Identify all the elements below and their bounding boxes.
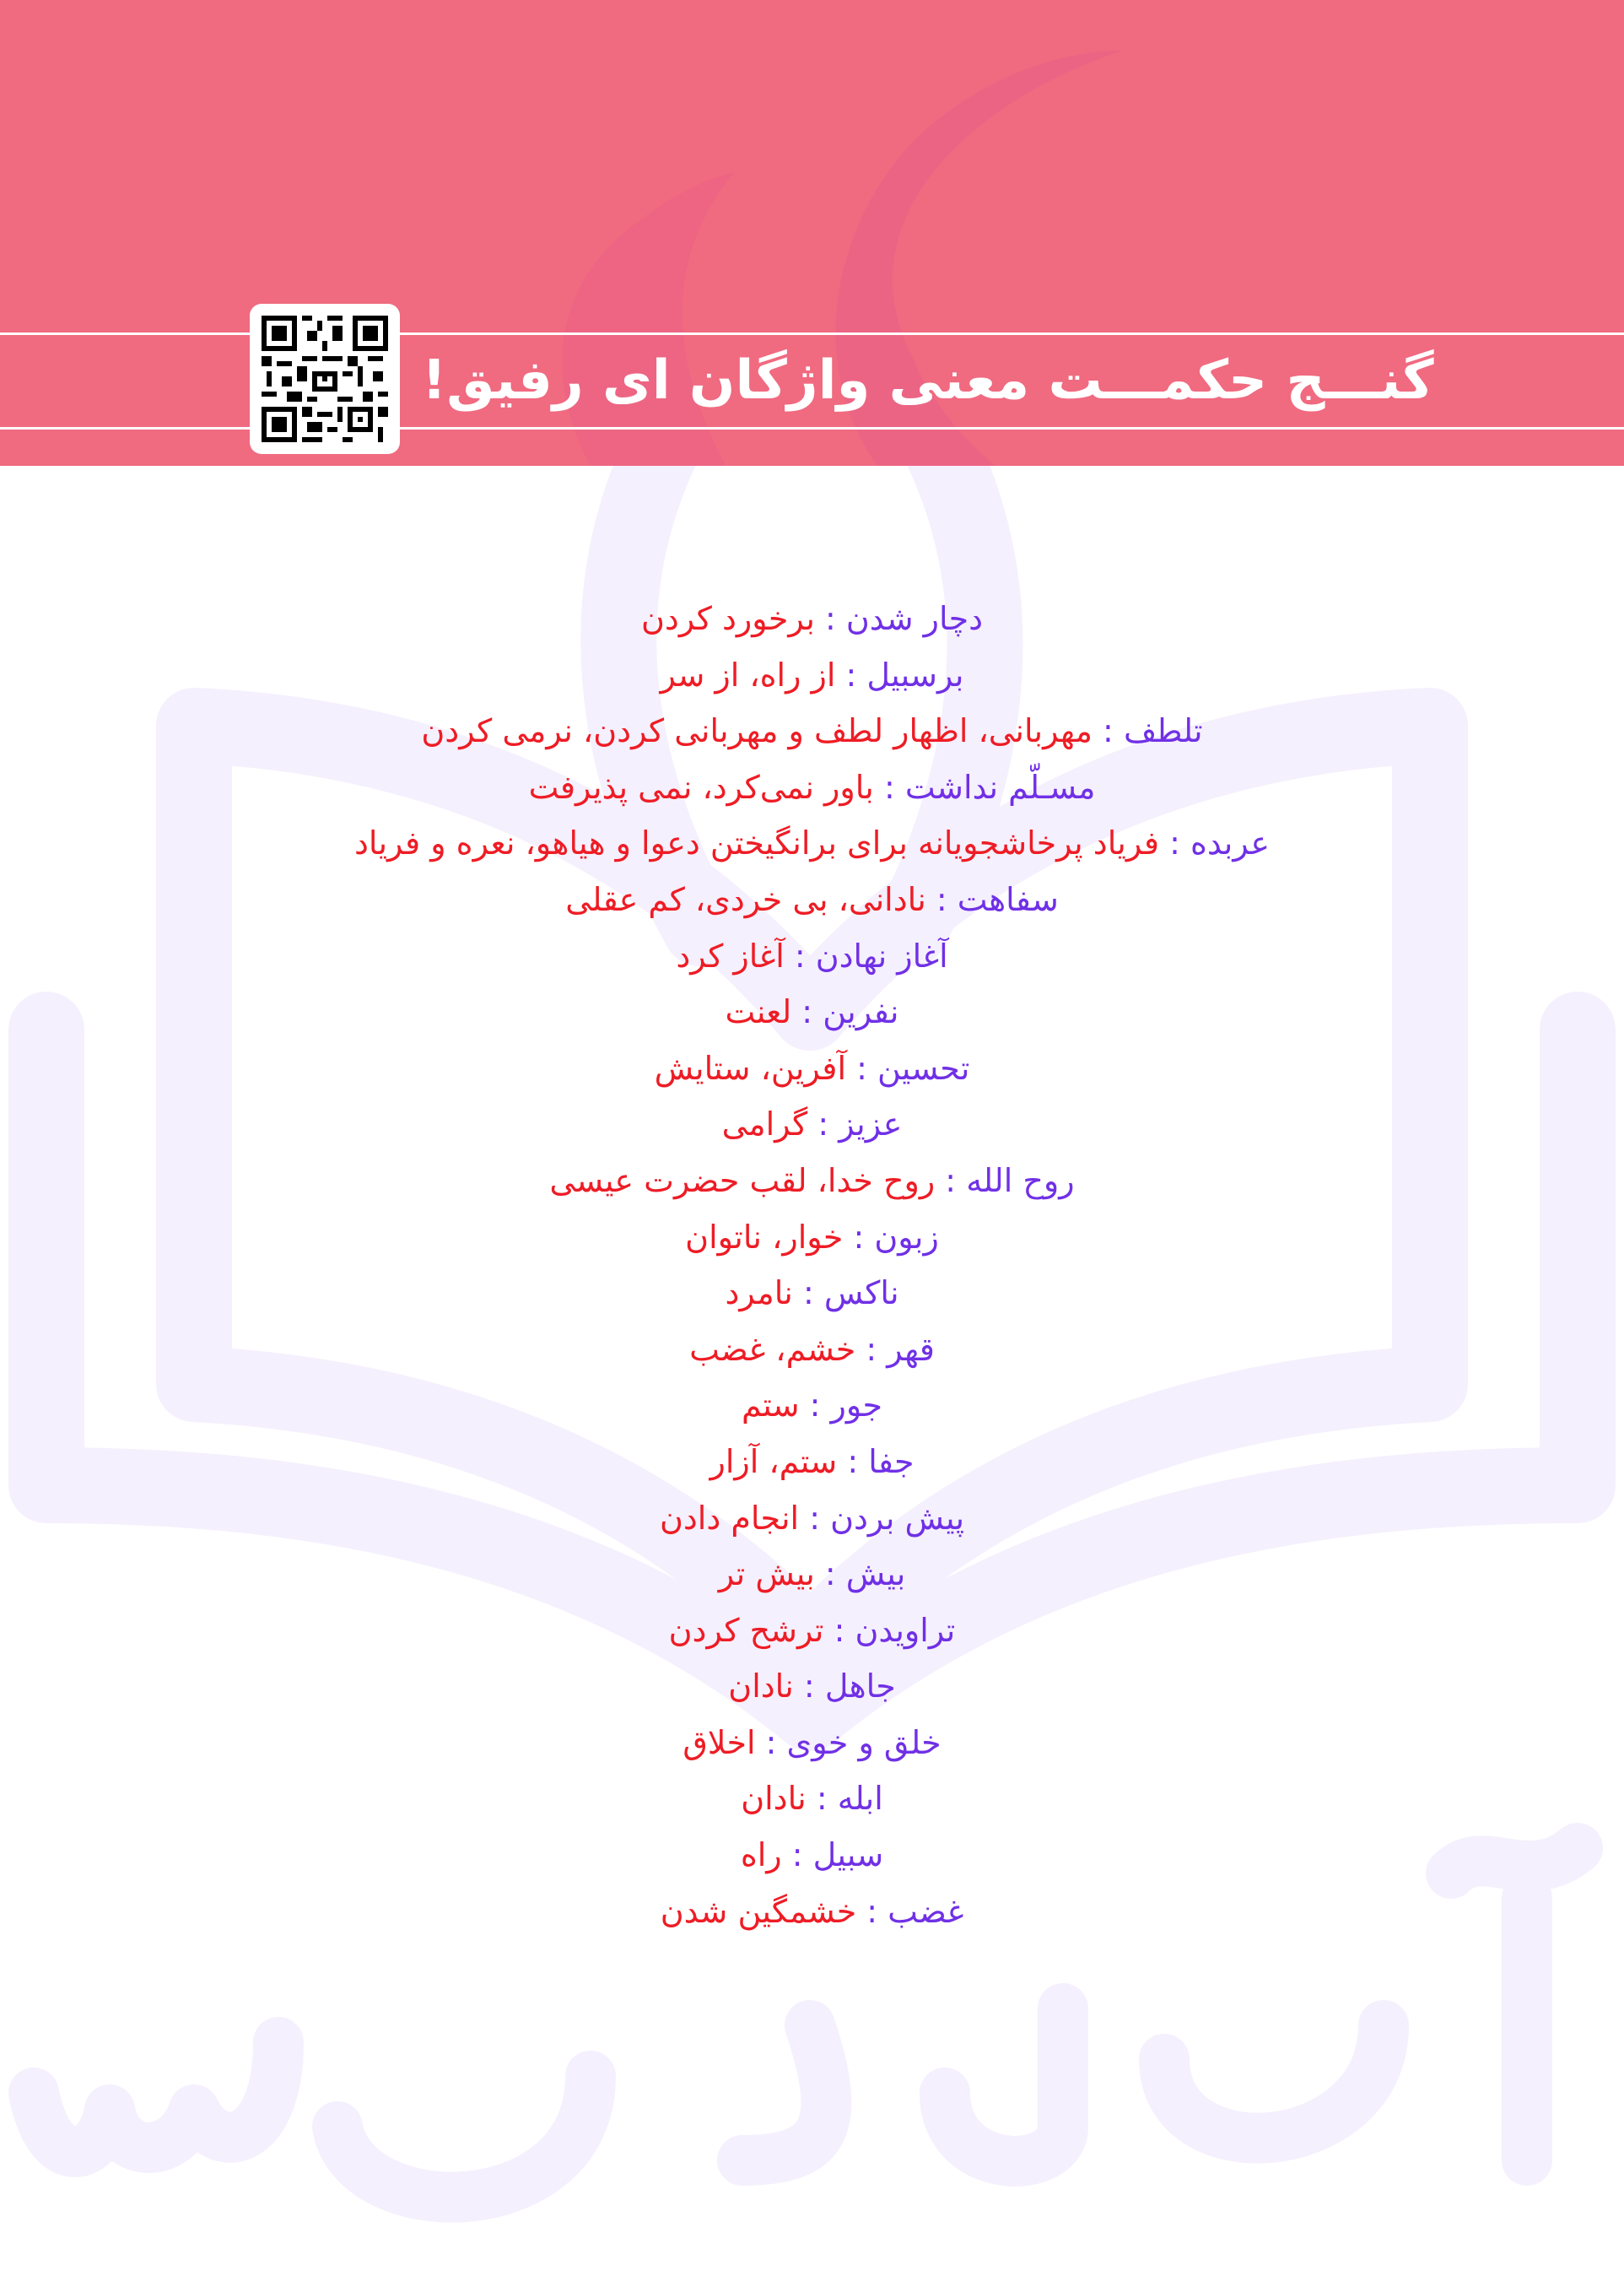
glossary-separator: :: [755, 1723, 787, 1761]
glossary-term: ابله: [837, 1780, 883, 1818]
glossary-entry: [169, 1153, 1455, 1209]
glossary-separator: :: [814, 1555, 846, 1593]
glossary-entry: [169, 1715, 1455, 1771]
glossary-entry: [169, 1770, 1455, 1827]
glossary-separator: :: [935, 1161, 967, 1199]
glossary-separator: :: [846, 1049, 877, 1087]
glossary-definition: ستم، آزار: [709, 1442, 838, 1480]
glossary-term: پیش بردن: [830, 1499, 965, 1537]
glossary-definition: برخورد کردن: [641, 600, 815, 637]
glossary-definition: ترشح کردن: [668, 1611, 824, 1649]
glossary-term: تحسین: [877, 1049, 970, 1087]
glossary-term: قهر: [887, 1330, 935, 1368]
glossary-definition: باور نمی‌کرد، نمی پذیرفت: [528, 768, 874, 806]
header-rule-top: [0, 332, 1624, 335]
glossary-entry: [169, 1603, 1455, 1659]
glossary-entry: [169, 815, 1455, 872]
glossary-separator: :: [1092, 712, 1124, 750]
glossary-definition: بیش تر: [718, 1555, 815, 1593]
glossary-term: تراویدن: [855, 1611, 956, 1649]
glossary-entry: [169, 1265, 1455, 1322]
glossary-definition: فریاد پرخاشجویانه برای برانگیختن دعوا و هیاهو، نعره و فریاد: [353, 824, 1159, 862]
glossary-entry: [169, 1490, 1455, 1547]
header-banner: [0, 0, 1624, 466]
glossary-separator: :: [837, 1442, 869, 1480]
glossary-definition: نادان: [741, 1780, 807, 1818]
glossary-definition: خشم، غضب: [689, 1330, 856, 1368]
glossary-term: عزیز: [839, 1105, 903, 1143]
glossary-term: غضب: [888, 1892, 964, 1930]
glossary-definition: ستم: [741, 1387, 800, 1424]
glossary-definition: خشمگین شدن: [660, 1892, 857, 1930]
glossary-term: ناکس: [823, 1274, 899, 1312]
glossary-entry: [169, 1209, 1455, 1266]
glossary-separator: :: [873, 768, 905, 806]
glossary-separator: :: [856, 1892, 888, 1930]
glossary-definition: لعنت: [725, 993, 792, 1031]
header-rule-bottom: [0, 427, 1624, 430]
glossary-definition: روح خدا، لقب حضرت عیسی: [549, 1161, 936, 1199]
page-title: گنـــج حکمـــت معنی واژگان ای رفیق!: [422, 349, 1434, 412]
glossary-separator: :: [792, 1274, 824, 1312]
glossary-entry: [169, 1434, 1455, 1490]
glossary-separator: :: [823, 1611, 855, 1649]
glossary-entry: [169, 703, 1455, 759]
glossary-separator: :: [925, 880, 958, 918]
glossary-term: نفرین: [823, 993, 899, 1031]
glossary-entry: [169, 872, 1455, 928]
glossary-separator: :: [806, 1780, 838, 1818]
glossary-entry: [169, 984, 1455, 1041]
glossary-separator: :: [793, 1668, 825, 1705]
glossary-definition: آفرین، ستایش: [654, 1049, 847, 1087]
glossary-definition: اخلاق: [683, 1723, 756, 1761]
glossary-entry: [169, 1658, 1455, 1715]
glossary-entry: [169, 1827, 1455, 1884]
glossary-entry: [169, 1546, 1455, 1603]
glossary-definition: گرامی: [721, 1105, 808, 1143]
glossary-definition: نادانی، بی خردی، کم عقلی: [565, 880, 926, 918]
glossary-separator: :: [784, 937, 816, 975]
glossary-separator: :: [814, 600, 846, 637]
glossary-term: خلق و خوی: [786, 1723, 941, 1761]
glossary-definition: نامرد: [725, 1274, 793, 1312]
glossary-entry: [169, 759, 1455, 816]
glossary-term: عربده: [1190, 824, 1271, 862]
glossary-definition: نادان: [728, 1668, 794, 1705]
glossary-separator: :: [799, 1499, 831, 1537]
glossary-term: مسـلّم نداشت: [904, 768, 1096, 806]
glossary-definition: آغاز کرد: [676, 937, 785, 975]
glossary-term: برسبیل: [866, 656, 964, 694]
glossary-term: جاهل: [824, 1668, 896, 1705]
glossary-separator: :: [843, 1218, 875, 1256]
glossary-term: زبون: [874, 1218, 939, 1256]
qr-code[interactable]: [250, 304, 400, 454]
glossary-separator: :: [807, 1105, 839, 1143]
glossary-term: جور: [830, 1387, 883, 1424]
glossary-list: [169, 591, 1455, 1939]
glossary-entry: [169, 1322, 1455, 1378]
glossary-term: دچار شدن: [845, 600, 983, 637]
glossary-definition: خوار، ناتوان: [685, 1218, 844, 1256]
glossary-entry: [169, 1096, 1455, 1153]
glossary-definition: راه: [740, 1836, 782, 1874]
glossary-separator: :: [791, 993, 823, 1031]
glossary-entry: [169, 928, 1455, 985]
glossary-term: بیش: [845, 1555, 906, 1593]
glossary-entry: [169, 1884, 1455, 1940]
glossary-term: تلطف: [1123, 712, 1203, 750]
glossary-entry: [169, 1041, 1455, 1097]
glossary-separator: :: [799, 1387, 831, 1424]
glossary-term: جفا: [868, 1442, 915, 1480]
glossary-definition: انجام دادن: [659, 1499, 800, 1537]
glossary-separator: :: [835, 656, 867, 694]
glossary-term: روح الله: [966, 1161, 1075, 1199]
glossary-entry: [169, 647, 1455, 704]
glossary-definition: از راه، از سر: [660, 656, 836, 694]
glossary-definition: مهربانی، اظهار لطف و مهربانی کردن، نرمی کردن: [421, 712, 1093, 750]
glossary-separator: :: [781, 1836, 813, 1874]
glossary-separator: :: [855, 1330, 888, 1368]
glossary-entry: [169, 591, 1455, 647]
glossary-term: سبیل: [812, 1836, 884, 1874]
glossary-separator: :: [1158, 824, 1190, 862]
glossary-term: سفاهت: [957, 880, 1059, 918]
qr-code-icon: [262, 316, 388, 442]
glossary-entry: [169, 1377, 1455, 1434]
glossary-term: آغاز نهادن: [815, 937, 948, 975]
